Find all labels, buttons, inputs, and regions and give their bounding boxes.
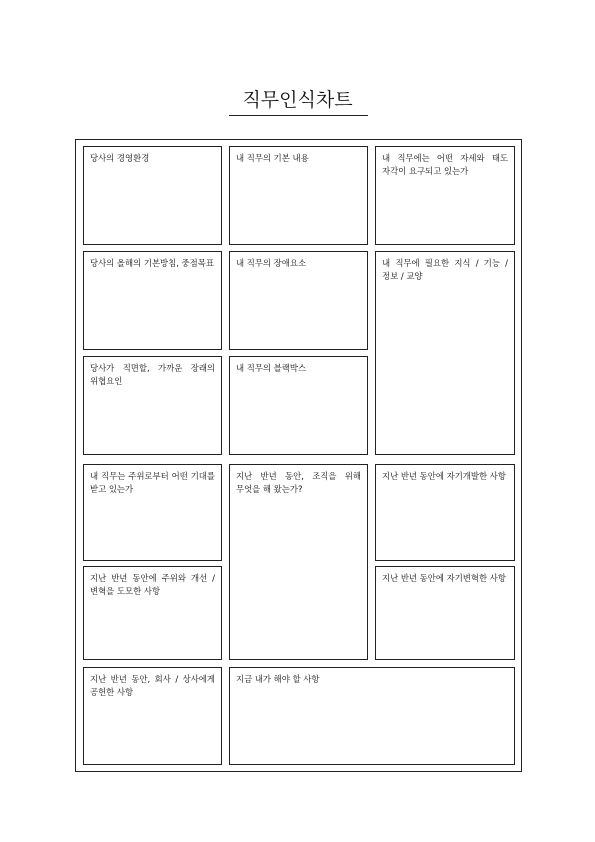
box-label: 내 직무의 장애요소 <box>236 258 307 268</box>
box-self-innovation[interactable] <box>375 566 515 660</box>
box-label: 당사가 직면할, 가까운 장래의 위협요인 <box>90 363 215 386</box>
box-required-attitude[interactable] <box>375 146 515 245</box>
box-label: 당사의 올해의 기본방침, 중점목표 <box>90 258 214 268</box>
box-label: 지난 반년 동안에 자기개발한 사항 <box>382 471 506 481</box>
box-label: 지난 반년 동안, 조직을 위해 무엇을 해 왔는가? <box>236 471 361 494</box>
box-next-actions[interactable] <box>229 667 515 765</box>
box-label: 내 직무의 기본 내용 <box>236 153 309 163</box>
box-label: 지금 내가 해야 할 사항 <box>236 674 320 684</box>
box-label: 지난 반년 동안에 자기변혁한 사항 <box>382 573 506 583</box>
box-required-knowledge[interactable] <box>375 251 515 455</box>
box-label: 지난 반년 동안에 주위와 개선 / 변혁을 도모한 사항 <box>90 573 215 596</box>
box-improvements[interactable] <box>83 566 222 660</box>
box-basic-duties[interactable] <box>229 146 368 245</box>
box-label: 내 직무에 필요한 지식 / 기능 / 정보 / 교양 <box>382 258 508 281</box>
box-label: 내 직무에는 어떤 자세와 태도 자각이 요구되고 있는가 <box>382 153 508 176</box>
title-underline <box>229 115 368 116</box>
box-efforts-for-org[interactable] <box>229 464 368 660</box>
box-label: 내 직무는 주위로부터 어떤 기대를 받고 있는가 <box>90 471 215 494</box>
box-industry-risks[interactable] <box>83 356 222 455</box>
box-contributions[interactable] <box>83 667 222 765</box>
box-black-box[interactable] <box>229 356 368 455</box>
box-business-environment[interactable] <box>83 146 222 245</box>
page-title: 직무인식차트 <box>242 89 353 111</box>
box-self-development[interactable] <box>375 464 515 561</box>
box-label: 내 직무의 블랙박스 <box>236 363 307 373</box>
box-obstacles[interactable] <box>229 251 368 350</box>
box-annual-policy[interactable] <box>83 251 222 350</box>
box-label: 당사의 경영환경 <box>90 153 150 163</box>
box-label: 지난 반년 동안, 회사 / 상사에게 공헌한 사항 <box>90 674 215 697</box>
box-expectations[interactable] <box>83 464 222 561</box>
